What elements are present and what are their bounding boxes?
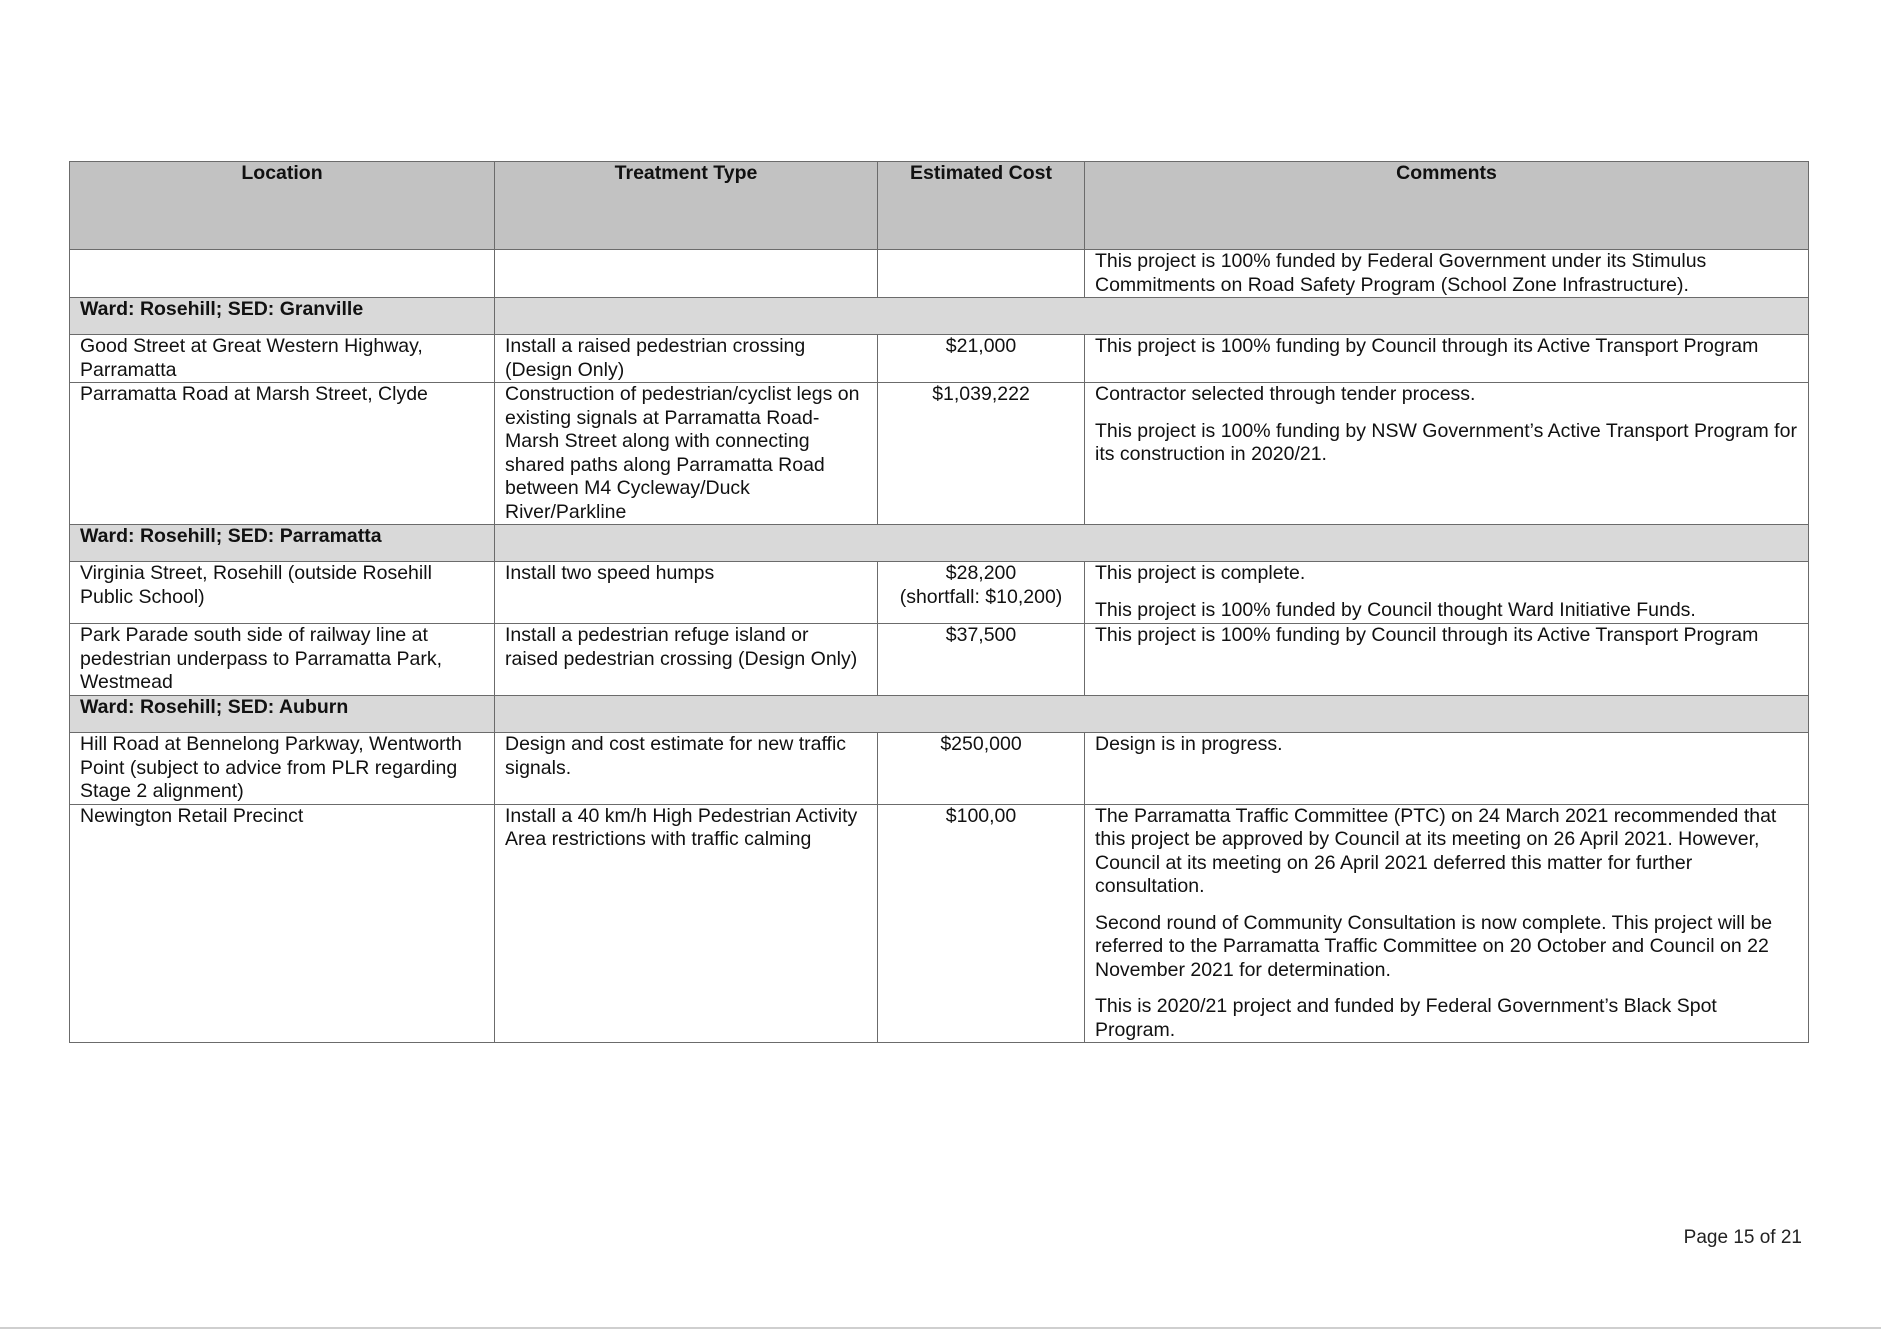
ward-heading-granville: Ward: Rosehill; SED: Granville xyxy=(70,298,495,335)
comment-text: This project is 100% funded by Council thought Ward Initiative Funds. xyxy=(1095,598,1696,621)
treatment-cell xyxy=(495,250,878,298)
treatment-cell: Install a raised pedestrian crossing (Design Only) xyxy=(495,335,878,383)
ward-heading-fill xyxy=(495,298,1809,335)
table-row xyxy=(70,804,1809,1043)
treatment-cell: Install two speed humps xyxy=(495,562,878,624)
comment-text: Contractor selected through tender process. xyxy=(1095,383,1476,405)
treatment-cell: Construction of pedestrian/cyclist legs on existing signals at Parramatta Road-Marsh Street along with connecting shared paths along Parramatta Road between M4 Cycleway/Duck River/Parkline xyxy=(495,383,878,525)
location-cell: Newington Retail Precinct xyxy=(70,804,495,1043)
comment-text: This is 2020/21 project and funded by Federal Government’s Black Spot Program. xyxy=(1095,995,1717,1041)
cost-cell xyxy=(878,250,1085,298)
treatment-cell: Install a 40 km/h High Pedestrian Activity Area restrictions with traffic calming xyxy=(495,804,878,1043)
cost-value: $28,200 xyxy=(945,562,1017,584)
table-row xyxy=(70,624,1809,696)
comment-text: Second round of Community Consultation is now complete. This project will be referred to the Parramatta Traffic Committee on 20 October and Council on 22 November 2021 for determination. xyxy=(1095,911,1773,981)
comment-text: This project is 100% funding by Council through its Active Transport Program xyxy=(1095,335,1759,357)
location-cell: Hill Road at Bennelong Parkway, Wentworth Point (subject to advice from PLR regarding Stage 2 alignment) xyxy=(70,733,495,805)
header-location: Location xyxy=(70,162,495,250)
table-row xyxy=(70,250,1809,298)
location-cell: Virginia Street, Rosehill (outside Rosehill Public School) xyxy=(70,562,495,624)
comments-cell xyxy=(1085,383,1809,525)
page-number: Page 15 of 21 xyxy=(1683,1227,1802,1248)
comment-text: This project is complete. xyxy=(1095,562,1306,584)
cost-cell: $1,039,222 xyxy=(878,383,1085,525)
table-row xyxy=(70,335,1809,383)
cost-cell: $37,500 xyxy=(878,624,1085,696)
comments-cell xyxy=(1085,335,1809,383)
header-estimated-cost: Estimated Cost xyxy=(878,162,1085,250)
cost-cell: $100,00 xyxy=(878,804,1085,1043)
comments-cell xyxy=(1085,250,1809,298)
table-row xyxy=(70,383,1809,525)
location-cell: Park Parade south side of railway line at pedestrian underpass to Parramatta Park, Westmead xyxy=(70,624,495,696)
location-cell: Good Street at Great Western Highway, Parramatta xyxy=(70,335,495,383)
ward-heading-row xyxy=(70,525,1809,562)
table-row xyxy=(70,562,1809,624)
ward-heading-row xyxy=(70,298,1809,335)
header-comments: Comments xyxy=(1085,162,1809,250)
comments-cell xyxy=(1085,562,1809,624)
treatment-cell: Install a pedestrian refuge island or raised pedestrian crossing (Design Only) xyxy=(495,624,878,696)
comment-text: Design is in progress. xyxy=(1095,733,1283,755)
comments-cell xyxy=(1085,733,1809,805)
header-treatment-type: Treatment Type xyxy=(495,162,878,250)
comment-text: This project is 100% funding by Council through its Active Transport Program xyxy=(1095,624,1759,646)
location-cell xyxy=(70,250,495,298)
comment-text: This project is 100% funding by NSW Government’s Active Transport Program for its construction in 2020/21. xyxy=(1095,419,1797,465)
cost-shortfall-note: (shortfall: $10,200) xyxy=(899,585,1063,608)
cost-cell: $250,000 xyxy=(878,733,1085,805)
cost-cell xyxy=(878,562,1085,624)
cost-cell: $21,000 xyxy=(878,335,1085,383)
comments-cell xyxy=(1085,804,1809,1043)
projects-table xyxy=(69,161,1809,1043)
ward-heading-auburn: Ward: Rosehill; SED: Auburn xyxy=(70,696,495,733)
ward-heading-parramatta: Ward: Rosehill; SED: Parramatta xyxy=(70,525,495,562)
comment-text: The Parramatta Traffic Committee (PTC) on 24 March 2021 recommended that this project be approved by Council at its meeting on 26 April 2021. However, Council at its meeting on 26 April 2021 deferred this matter for further consultation. xyxy=(1095,804,1777,897)
comment-text: This project is 100% funded by Federal Government under its Stimulus Commitments on Road Safety Program (School Zone Infrastructure). xyxy=(1095,250,1707,296)
table-header-row xyxy=(70,162,1809,250)
comments-cell xyxy=(1085,624,1809,696)
table-row xyxy=(70,733,1809,805)
ward-heading-row xyxy=(70,696,1809,733)
treatment-cell: Design and cost estimate for new traffic signals. xyxy=(495,733,878,805)
location-cell: Parramatta Road at Marsh Street, Clyde xyxy=(70,383,495,525)
ward-heading-fill xyxy=(495,696,1809,733)
ward-heading-fill xyxy=(495,525,1809,562)
